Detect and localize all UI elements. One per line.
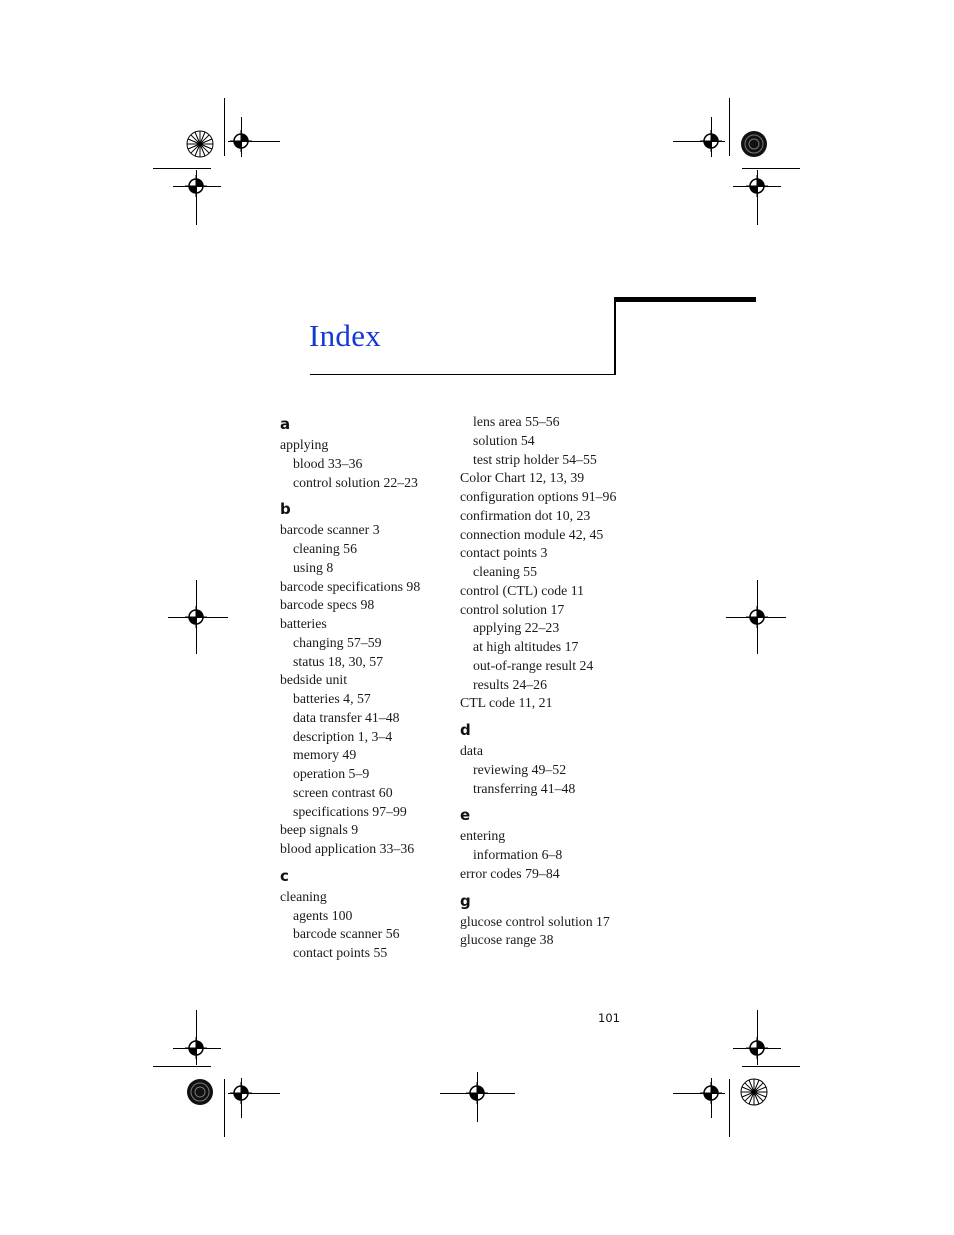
index-subentry: information 6–8 bbox=[473, 847, 563, 862]
index-subentry: specifications 97–99 bbox=[293, 803, 407, 819]
index-entry: blood application 33–36 bbox=[280, 841, 415, 856]
index-subentry: blood 33–36 bbox=[293, 455, 363, 471]
index-subentry: applying 22–23 bbox=[473, 620, 560, 636]
index-subentry: batteries 4, 57 bbox=[293, 691, 371, 706]
index-entry: glucose control solution 17 bbox=[460, 913, 610, 929]
index-subentry: data transfer 41–48 bbox=[293, 709, 400, 725]
index-entry: barcode specifications 98 bbox=[280, 578, 421, 594]
star-target-icon bbox=[186, 1078, 214, 1106]
index-section bbox=[460, 719, 635, 798]
section-letter: b bbox=[280, 500, 291, 519]
index-subentry: results 24–26 bbox=[473, 676, 547, 692]
index-entry: Color Chart 12, 13, 39 bbox=[460, 470, 585, 486]
index-subentry: contact points 55 bbox=[293, 945, 388, 960]
index-entry: glucose range 38 bbox=[460, 932, 554, 948]
index-section bbox=[460, 890, 635, 951]
star-target-icon bbox=[186, 130, 214, 158]
index-entry: barcode specs 98 bbox=[280, 597, 375, 613]
index-entry: confirmation dot 10, 23 bbox=[460, 507, 591, 523]
index-subentry: lens area 55–56 bbox=[473, 414, 560, 429]
registration-target-icon bbox=[700, 130, 722, 152]
index-entry: applying bbox=[280, 437, 329, 452]
index-subentry: at high altitudes 17 bbox=[473, 639, 579, 654]
index-section bbox=[280, 865, 455, 963]
index-section bbox=[280, 413, 455, 492]
index-subentry: agents 100 bbox=[293, 907, 353, 923]
registration-target-icon bbox=[185, 1037, 207, 1059]
index-entry: error codes 79–84 bbox=[460, 865, 560, 881]
index-entry: CTL code 11, 21 bbox=[460, 695, 553, 711]
index-subentry: cleaning 56 bbox=[293, 541, 357, 556]
title-top-bar bbox=[615, 297, 756, 302]
index-subentry: test strip holder 54–55 bbox=[473, 451, 597, 467]
index-section bbox=[460, 804, 635, 883]
registration-target-icon bbox=[746, 175, 768, 197]
registration-target-icon bbox=[185, 175, 207, 197]
registration-target-icon bbox=[230, 130, 252, 152]
index-entry: control (CTL) code 11 bbox=[460, 582, 585, 598]
index-subentry: using 8 bbox=[293, 559, 334, 575]
index-column-left bbox=[280, 413, 455, 969]
registration-target-icon bbox=[185, 606, 207, 628]
index-entry: configuration options 91–96 bbox=[460, 489, 617, 504]
index-entry: beep signals 9 bbox=[280, 822, 359, 838]
index-subentry: description 1, 3–4 bbox=[293, 728, 393, 744]
registration-target-icon bbox=[700, 1082, 722, 1104]
star-target-icon bbox=[740, 130, 768, 158]
index-entry: entering bbox=[460, 828, 506, 844]
section-letter: d bbox=[460, 721, 471, 739]
index-entry: connection module 42, 45 bbox=[460, 526, 604, 542]
index-entry: control solution 17 bbox=[460, 601, 565, 617]
index-subentry: screen contrast 60 bbox=[293, 784, 393, 800]
registration-target-icon bbox=[746, 606, 768, 628]
page-title: Index bbox=[309, 318, 382, 353]
star-target-icon bbox=[740, 1078, 768, 1106]
section-letter: g bbox=[460, 891, 471, 910]
index-subentry: out-of-range result 24 bbox=[473, 657, 594, 673]
page-number: 101 bbox=[598, 1011, 620, 1025]
index-subentry: transferring 41–48 bbox=[473, 780, 576, 796]
index-subentry: solution 54 bbox=[473, 432, 535, 448]
index-entry: batteries bbox=[280, 616, 327, 631]
title-vertical-rule bbox=[614, 297, 616, 375]
title-underline bbox=[310, 374, 616, 375]
registration-target-icon bbox=[466, 1082, 488, 1104]
index-subentry: changing 57–59 bbox=[293, 634, 382, 650]
index-entry: barcode scanner 3 bbox=[280, 522, 380, 538]
index-subentry: status 18, 30, 57 bbox=[293, 653, 384, 669]
section-letter: e bbox=[460, 806, 471, 825]
index-column-right bbox=[460, 413, 635, 956]
index-entry: contact points 3 bbox=[460, 545, 548, 561]
index-subentry: reviewing 49–52 bbox=[473, 761, 567, 777]
index-subentry: barcode scanner 56 bbox=[293, 926, 400, 942]
registration-target-icon bbox=[746, 1037, 768, 1059]
index-entry: cleaning bbox=[280, 888, 327, 904]
section-letter: c bbox=[280, 866, 289, 885]
index-subentry: operation 5–9 bbox=[293, 766, 370, 781]
registration-target-icon bbox=[230, 1082, 252, 1104]
section-letter: a bbox=[280, 415, 291, 433]
index-entry: data bbox=[460, 743, 483, 758]
index-entry: bedside unit bbox=[280, 672, 348, 688]
index-section bbox=[460, 413, 635, 713]
index-subentry: cleaning 55 bbox=[473, 564, 537, 579]
index-section bbox=[280, 498, 455, 859]
index-subentry: control solution 22–23 bbox=[293, 474, 418, 490]
index-subentry: memory 49 bbox=[293, 747, 357, 763]
